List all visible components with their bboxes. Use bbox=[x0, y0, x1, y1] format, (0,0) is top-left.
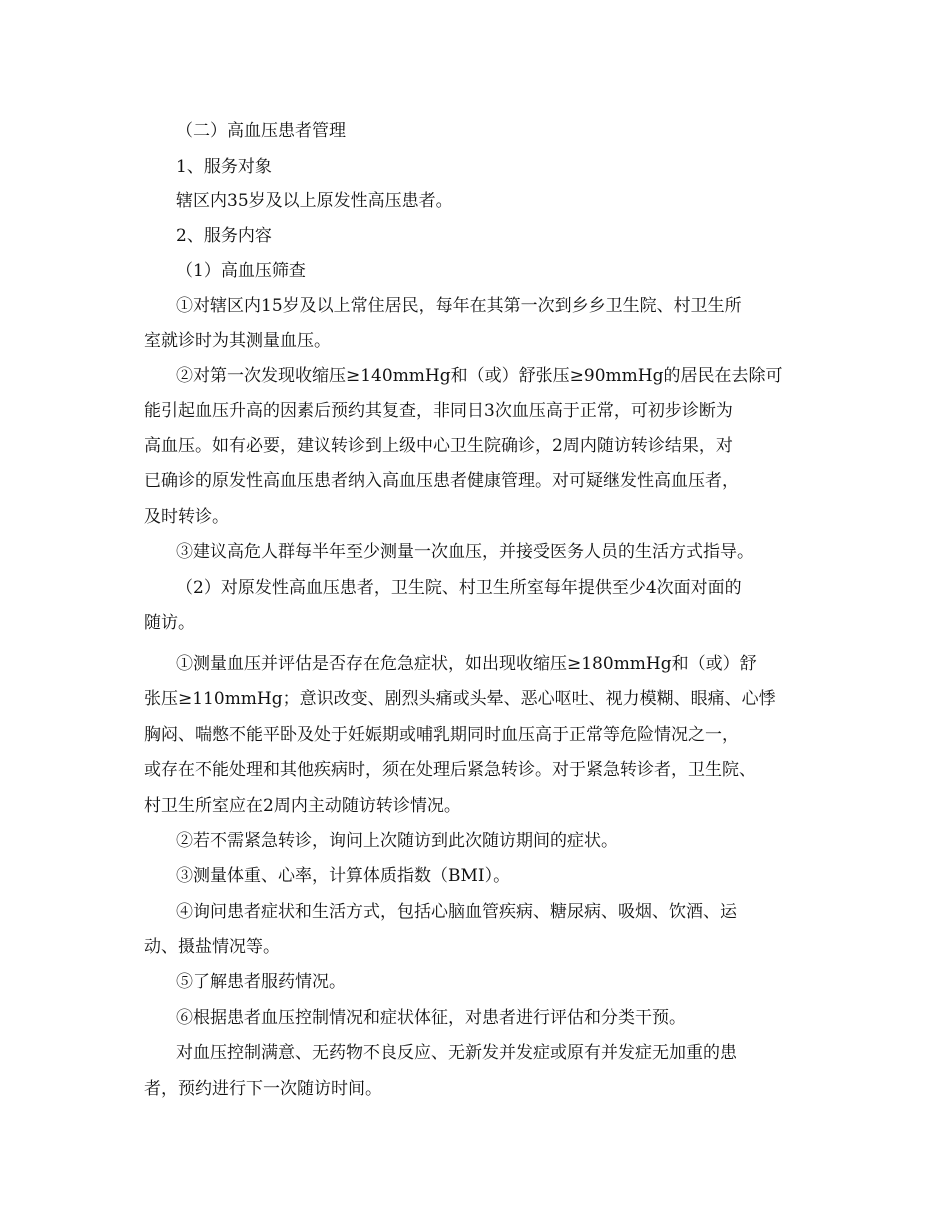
subheading-service-target bbox=[0, 150, 950, 184]
paragraph-line bbox=[0, 289, 950, 323]
paragraph-line bbox=[0, 500, 950, 534]
text-line: 室就诊时为其测量血压。 bbox=[144, 331, 331, 351]
paragraph-line bbox=[0, 606, 950, 640]
text-line: 及时转诊。 bbox=[144, 507, 229, 527]
text-line: 动、摄盐情况等。 bbox=[144, 937, 280, 957]
text-line: 2、服务内容 bbox=[176, 226, 272, 246]
text-line: ③测量体重、心率，计算体质指数（BMI）。 bbox=[176, 866, 511, 886]
paragraph-line bbox=[0, 718, 950, 752]
text-line: （2）对原发性高血压患者，卫生院、村卫生所室每年提供至少4次面对面的 bbox=[176, 578, 742, 598]
text-line: 者，预约进行下一次随访时间。 bbox=[144, 1079, 382, 1099]
text-line: ③建议高危人群每半年至少测量一次血压，并接受医务人员的生活方式指导。 bbox=[176, 542, 754, 562]
paragraph-line bbox=[0, 965, 950, 999]
paragraph-line bbox=[0, 324, 950, 358]
paragraph-line bbox=[0, 1001, 950, 1035]
text-line: 辖区内35岁及以上原发性高压患者。 bbox=[176, 191, 453, 211]
text-line: 胸闷、喘憋不能平卧及处于妊娠期或哺乳期同时血压高于正常等危险情况之一， bbox=[144, 725, 739, 745]
text-line: ①测量血压并评估是否存在危急症状，如出现收缩压≥180mmHg和（或）舒 bbox=[176, 654, 757, 674]
paragraph-line bbox=[0, 571, 950, 605]
section-heading bbox=[0, 114, 950, 148]
text-line: ⑥根据患者血压控制情况和症状体征，对患者进行评估和分类干预。 bbox=[176, 1008, 686, 1028]
text-line: 能引起血压升高的因素后预约其复查，非同日3次血压高于正常，可初步诊断为 bbox=[144, 401, 733, 421]
paragraph-line bbox=[0, 394, 950, 428]
text-line: ②若不需紧急转诊，询问上次随访到此次随访期间的症状。 bbox=[176, 831, 618, 851]
paragraph-line bbox=[0, 1036, 950, 1070]
text-line: ⑤了解患者服药情况。 bbox=[176, 972, 346, 992]
paragraph-line bbox=[0, 647, 950, 681]
paragraph-line bbox=[0, 429, 950, 463]
text-line: 张压≥110mmHg；意识改变、剧烈头痛或头晕、恶心呕吐、视力模糊、眼痛、心悸 bbox=[144, 689, 776, 709]
text-line: 随访。 bbox=[144, 613, 195, 633]
paragraph-line bbox=[0, 753, 950, 787]
paragraph-line bbox=[0, 359, 950, 393]
text-line: （二）高血压患者管理 bbox=[176, 121, 346, 141]
paragraph-line bbox=[0, 895, 950, 929]
text-line: 高血压。如有必要，建议转诊到上级中心卫生院确诊，2周内随访转诊结果，对 bbox=[144, 436, 733, 456]
paragraph-line bbox=[0, 824, 950, 858]
text-line: 村卫生所室应在2周内主动随访转诊情况。 bbox=[144, 796, 461, 816]
text-line: ①对辖区内15岁及以上常住居民，每年在其第一次到乡乡卫生院、村卫生所 bbox=[176, 296, 742, 316]
text-line: 对血压控制满意、无药物不良反应、无新发并发症或原有并发症无加重的患 bbox=[176, 1043, 737, 1063]
paragraph-line bbox=[0, 859, 950, 893]
paragraph-line bbox=[0, 535, 950, 569]
paragraph-line bbox=[0, 789, 950, 823]
paragraph-line bbox=[0, 184, 950, 218]
text-line: 1、服务对象 bbox=[176, 157, 272, 177]
text-line: ④询问患者症状和生活方式，包括心脑血管疾病、糖尿病、吸烟、饮酒、运 bbox=[176, 902, 737, 922]
paragraph-line bbox=[0, 1072, 950, 1106]
paragraph-line bbox=[0, 464, 950, 498]
paragraph-line bbox=[0, 930, 950, 964]
text-line: ②对第一次发现收缩压≥140mmHg和（或）舒张压≥90mmHg的居民在去除可 bbox=[176, 366, 783, 386]
text-line: 或存在不能处理和其他疾病时，须在处理后紧急转诊。对于紧急转诊者，卫生院、 bbox=[144, 760, 756, 780]
text-line: 已确诊的原发性高血压患者纳入高血压患者健康管理。对可疑继发性高血压者， bbox=[144, 471, 739, 491]
subheading-service-content bbox=[0, 219, 950, 253]
subheading-screening bbox=[0, 254, 950, 288]
paragraph-line bbox=[0, 682, 950, 716]
text-line: （1）高血压筛查 bbox=[176, 261, 306, 281]
